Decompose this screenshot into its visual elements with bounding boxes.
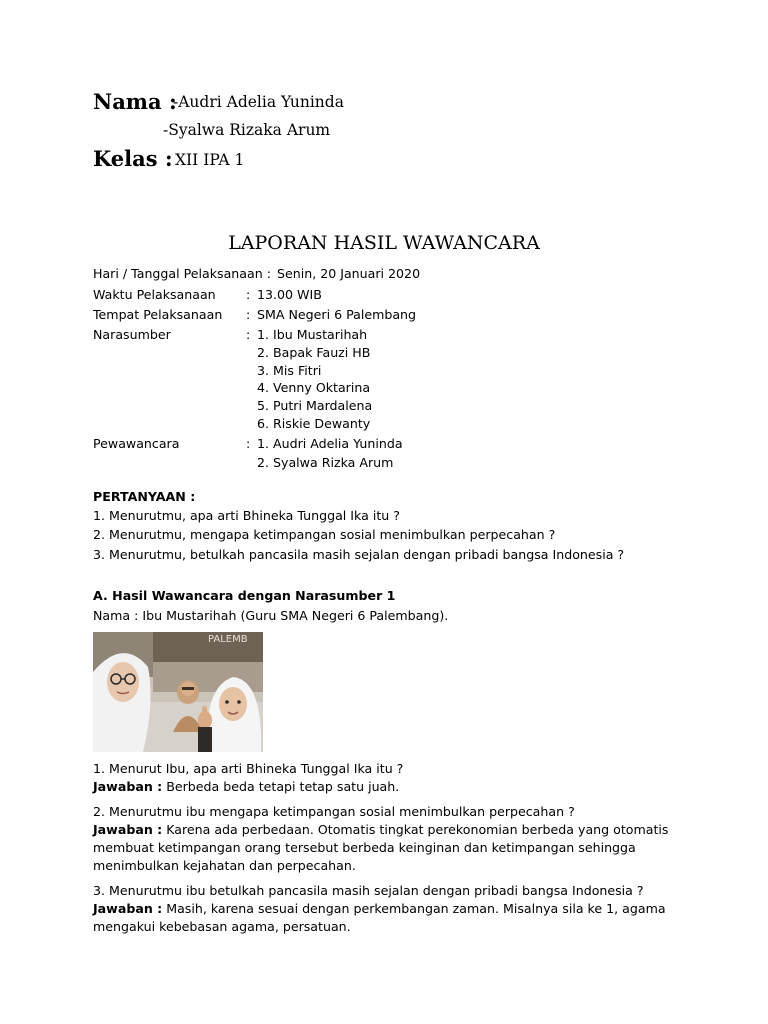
narasumber-colon: : bbox=[246, 327, 251, 342]
pewawancara-item: 1. Audri Adelia Yuninda bbox=[257, 436, 403, 451]
section-a-q3: 3. Menurutmu ibu betulkah pancasila masih sejalan dengan pribadi bangsa Indonesia ? bbox=[93, 883, 644, 898]
kelas-value: XII IPA 1 bbox=[175, 151, 245, 169]
pewawancara-item: 2. Syalwa Rizka Arum bbox=[257, 455, 394, 470]
section-a-a2 bbox=[93, 821, 668, 839]
waktu-colon: : bbox=[246, 287, 251, 302]
jawaban-text: Karena ada perbedaan. Otomatis tingkat perekonomian berbeda yang otomatis bbox=[162, 822, 669, 837]
pertanyaan-item: 3. Menurutmu, betulkah pancasila masih sejalan dengan pribadi bangsa Indonesia ? bbox=[93, 547, 625, 562]
section-a-a1 bbox=[93, 778, 399, 796]
pertanyaan-heading: PERTANYAAN : bbox=[93, 489, 196, 504]
photo-sign-text: PALEMB bbox=[208, 634, 248, 645]
tempat-colon: : bbox=[246, 307, 251, 322]
jawaban-label: Jawaban : bbox=[93, 901, 163, 916]
pewawancara-colon: : bbox=[246, 436, 251, 451]
section-a-heading: A. Hasil Wawancara dengan Narasumber 1 bbox=[93, 588, 396, 603]
section-a-a2-line3: menimbulkan kejahatan dan perpecahan. bbox=[93, 858, 356, 873]
narasumber-item: 1. Ibu Mustarihah bbox=[257, 327, 368, 342]
tempat-value: SMA Negeri 6 Palembang bbox=[257, 307, 417, 322]
pertanyaan-item: 1. Menurutmu, apa arti Bhineka Tunggal Ika itu ? bbox=[93, 508, 400, 523]
narasumber-item: 2. Bapak Fauzi HB bbox=[257, 345, 371, 360]
waktu-value: 13.00 WIB bbox=[257, 287, 322, 302]
narasumber-item: 3. Mis Fitri bbox=[257, 363, 322, 378]
jawaban-label: Jawaban : bbox=[93, 822, 163, 837]
student-name-1: -Audri Adelia Yuninda bbox=[173, 93, 344, 111]
narasumber-item: 6. Riskie Dewanty bbox=[257, 416, 371, 431]
waktu-label: Waktu Pelaksanaan bbox=[93, 287, 216, 302]
section-a-nama: Nama : Ibu Mustarihah (Guru SMA Negeri 6 Palembang). bbox=[93, 608, 449, 623]
section-a-q2: 2. Menurutmu ibu mengapa ketimpangan sosial menimbulkan perpecahan ? bbox=[93, 804, 575, 819]
section-a-a2-line2: membuat ketimpangan orang tersebut berbeda keinginan dan ketimpangan sehingga bbox=[93, 840, 636, 855]
nama-label: Nama : bbox=[93, 89, 177, 114]
narasumber-item: 4. Venny Oktarina bbox=[257, 380, 371, 395]
kelas-label: Kelas : bbox=[93, 146, 173, 171]
section-a-a3 bbox=[93, 900, 666, 918]
jawaban-text: Berbeda beda tetapi tetap satu juah. bbox=[162, 779, 400, 794]
document-title: LAPORAN HASIL WAWANCARA bbox=[228, 232, 540, 254]
student-name-2: -Syalwa Rizaka Arum bbox=[163, 121, 331, 139]
pewawancara-label: Pewawancara bbox=[93, 436, 180, 451]
jawaban-text: Masih, karena sesuai dengan perkembangan zaman. Misalnya sila ke 1, agama bbox=[162, 901, 666, 916]
hari-label: Hari / Tanggal Pelaksanaan : bbox=[93, 266, 271, 281]
pertanyaan-item: 2. Menurutmu, mengapa ketimpangan sosial menimbulkan perpecahan ? bbox=[93, 527, 556, 542]
jawaban-label: Jawaban : bbox=[93, 779, 163, 794]
interview-photo bbox=[93, 632, 263, 752]
narasumber-label: Narasumber bbox=[93, 327, 171, 342]
section-a-a3-line2: mengakui kebebasan agama, persatuan. bbox=[93, 919, 351, 934]
hari-value: Senin, 20 Januari 2020 bbox=[277, 266, 421, 281]
section-a-q1: 1. Menurut Ibu, apa arti Bhineka Tunggal Ika itu ? bbox=[93, 761, 404, 776]
narasumber-item: 5. Putri Mardalena bbox=[257, 398, 373, 413]
tempat-label: Tempat Pelaksanaan bbox=[93, 307, 223, 322]
